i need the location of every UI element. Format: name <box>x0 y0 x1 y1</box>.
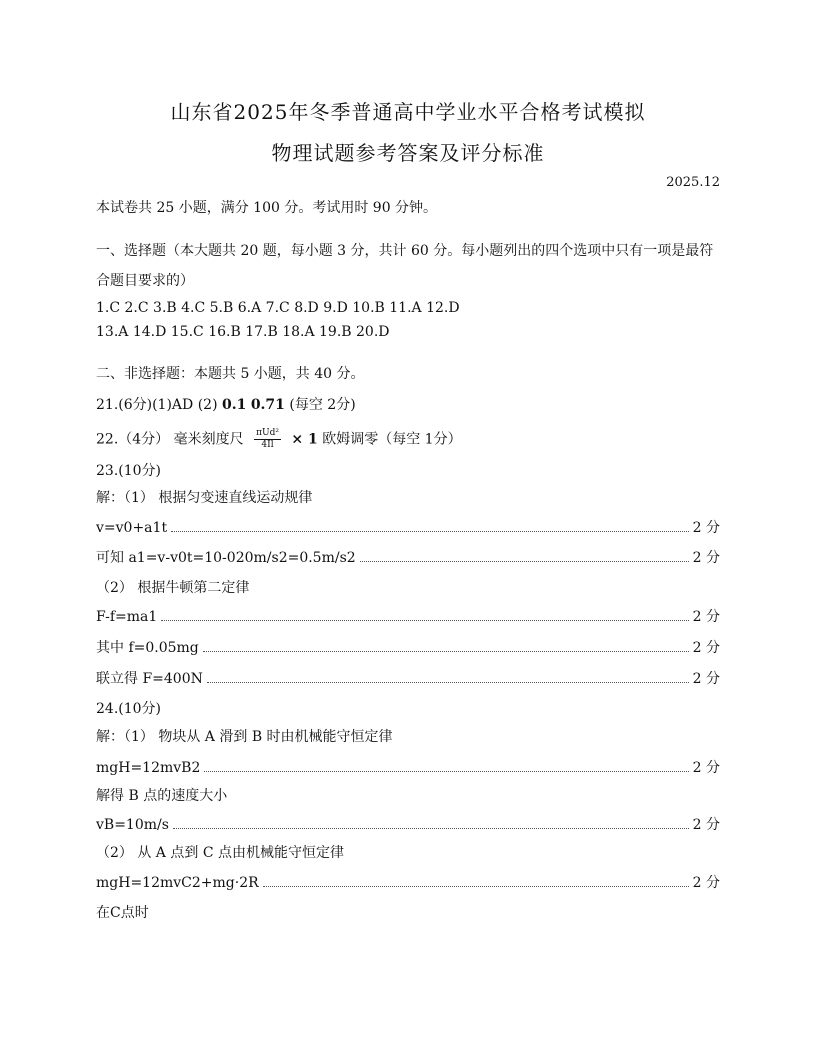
q21-prefix: 21.(6分)(1)AD (2) <box>96 397 218 413</box>
answers-row-2: 13.A 14.D 15.C 16.B 17.B 18.A 19.B 20.D <box>96 324 390 340</box>
points-label: 2 分 <box>692 817 720 833</box>
intro-text: 本试卷共 25 小题，满分 100 分。考试用时 90 分钟。 <box>96 200 438 216</box>
q21-answer <box>96 395 720 415</box>
q23-equation-1 <box>96 517 720 538</box>
dotted-leader <box>203 637 689 652</box>
q24-equation-3 <box>96 872 720 893</box>
document-subtitle: 物理试题参考答案及评分标准 <box>271 141 545 165</box>
document-title: 山东省2025年冬季普通高中学业水平合格考试模拟 <box>170 100 646 124</box>
equation-text: 其中 f=0.05mg <box>96 640 199 656</box>
dotted-leader <box>360 547 689 562</box>
dotted-leader <box>173 814 689 829</box>
equation-text: v=v0+a1t <box>96 520 168 536</box>
q23-equation-5 <box>96 668 720 689</box>
section2-heading: 二、非选择题：本题共 5 小题，共 40 分。 <box>96 366 365 382</box>
q24-text-2: 在C点时 <box>96 905 149 921</box>
q22-fraction-numerator: πUd² <box>256 428 279 438</box>
points-label: 2 分 <box>692 609 720 625</box>
q24-equation-1 <box>96 757 720 778</box>
q22-answer <box>96 428 720 451</box>
equation-text: 联立得 F=400N <box>96 671 203 687</box>
q24-equation-2 <box>96 814 720 835</box>
points-label: 2 分 <box>692 671 720 687</box>
equation-text: mgH=12mvB2 <box>96 760 201 776</box>
points-label: 2 分 <box>692 550 720 566</box>
q24-label: 24.(10分) <box>96 701 162 717</box>
section1-heading: 一、选择题（本大题共 20 题，每小题 3 分，共计 60 分。每小题列出的四个选项中只有一项是最符合题目要求的） <box>96 243 714 289</box>
equation-text: F-f=ma1 <box>96 609 158 625</box>
document-date: 2025.12 <box>666 175 720 190</box>
q23-equation-2 <box>96 547 720 568</box>
q22-suffix: 欧姆调零（每空 1分） <box>322 431 462 448</box>
points-label: 2 分 <box>692 520 720 536</box>
equation-text: 可知 a1=v-v0t=10-020m/s2=0.5m/s2 <box>96 550 356 566</box>
q24-step-1: 解：（1） 物块从 A 滑到 B 时由机械能守恒定律 <box>96 729 393 745</box>
equation-text: mgH=12mvC2+mg·2R <box>96 875 259 891</box>
answers-row-1: 1.C 2.C 3.B 4.C 5.B 6.A 7.C 8.D 9.D 10.B 11.A 12.D <box>96 300 460 316</box>
dotted-leader <box>171 517 689 532</box>
dotted-leader <box>263 872 689 887</box>
dotted-leader <box>161 606 688 621</box>
q21-value-1: 0.1 <box>222 397 247 413</box>
q21-value-2: 0.71 <box>250 397 285 413</box>
points-label: 2 分 <box>692 760 720 776</box>
q22-fraction-denominator: 4Il <box>261 440 274 450</box>
equation-text: vB=10m/s <box>96 817 169 833</box>
q23-label: 23.(10分) <box>96 463 162 479</box>
q21-suffix: (每空 2分) <box>289 397 356 413</box>
q23-equation-4 <box>96 637 720 658</box>
q24-text-1: 解得 B 点的速度大小 <box>96 788 228 804</box>
q23-step-1: 解：（1） 根据匀变速直线运动规律 <box>96 490 313 506</box>
q22-multiplier: × 1 <box>291 431 318 448</box>
q23-equation-3 <box>96 606 720 627</box>
points-label: 2 分 <box>692 875 720 891</box>
dotted-leader <box>204 757 688 772</box>
q24-step-2: （2） 从 A 点到 C 点由机械能守恒定律 <box>96 845 344 861</box>
dotted-leader <box>207 668 689 683</box>
q23-step-2: （2） 根据牛顿第二定律 <box>96 580 250 596</box>
points-label: 2 分 <box>692 640 720 656</box>
q22-prefix: 22.（4分） 毫米刻度尺 <box>96 431 244 448</box>
q22-fraction <box>254 428 281 451</box>
